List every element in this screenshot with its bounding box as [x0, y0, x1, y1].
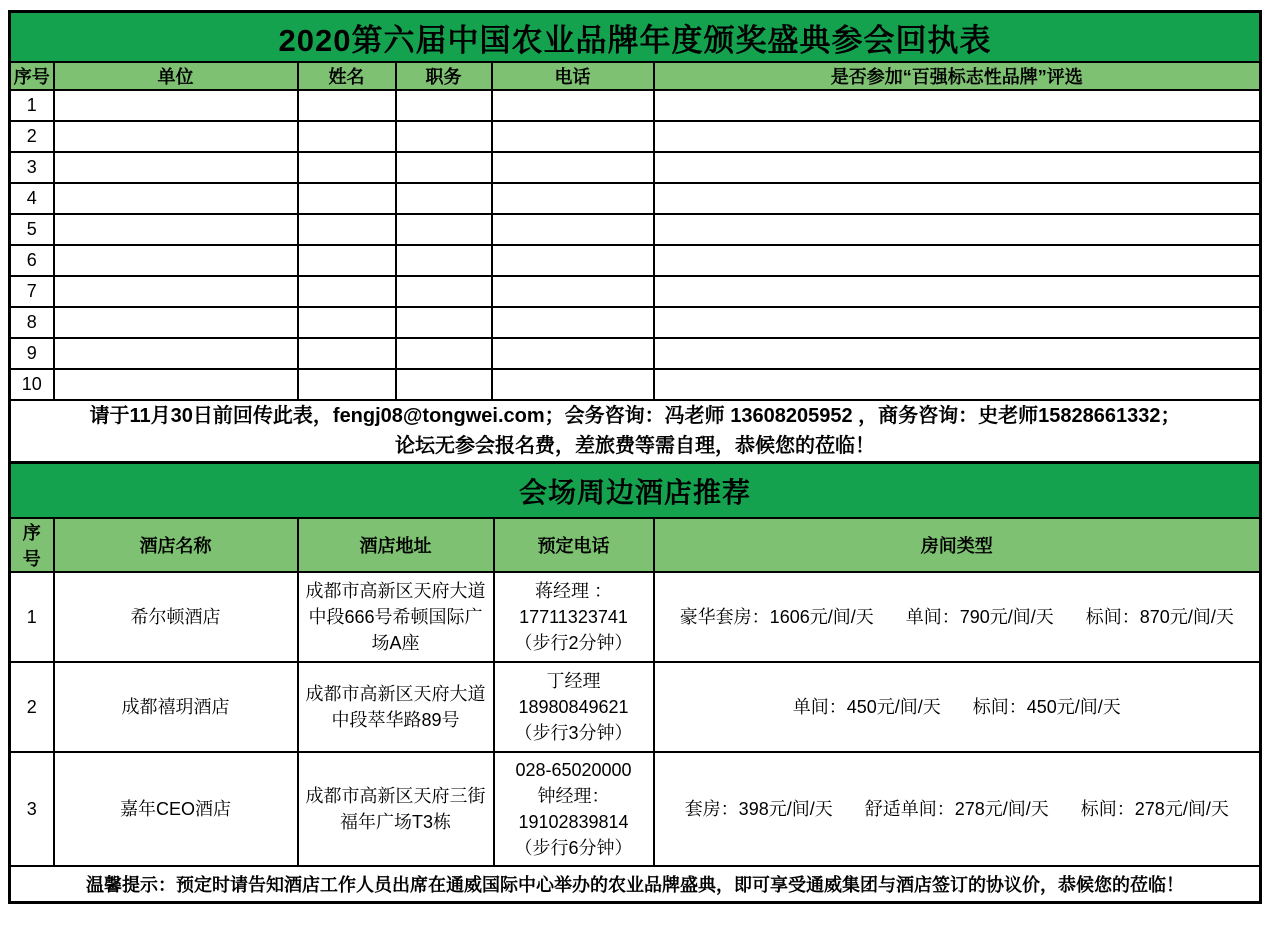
empty-cell-name[interactable] — [298, 121, 396, 152]
hotel-name: 嘉年CEO酒店 — [54, 752, 298, 866]
empty-cell-top100[interactable] — [654, 276, 1261, 307]
empty-cell-name[interactable] — [298, 245, 396, 276]
reg-header-name: 姓名 — [298, 62, 396, 90]
phone-walk-time: （步行3分钟） — [514, 723, 633, 743]
empty-cell-phone[interactable] — [492, 369, 654, 400]
form-title: 2020第六届中国农业品牌年度颁奖盛典参会回执表 — [10, 12, 1261, 63]
room-price: 标间：278元/间/天 — [1080, 799, 1229, 819]
row-number: 8 — [10, 307, 54, 338]
phone-contact: 丁经理 — [546, 671, 601, 691]
empty-cell-unit[interactable] — [54, 338, 298, 369]
row-number: 3 — [10, 152, 54, 183]
hotel-address: 成都市高新区天府三街福年广场T3栋 — [298, 752, 494, 866]
empty-cell-top100[interactable] — [654, 338, 1261, 369]
empty-cell-phone[interactable] — [492, 338, 654, 369]
empty-cell-position[interactable] — [396, 183, 492, 214]
empty-cell-top100[interactable] — [654, 214, 1261, 245]
room-price: 单间：790元/间/天 — [905, 607, 1054, 627]
phone-walk-time: （步行6分钟） — [514, 838, 633, 858]
hotel-address: 成都市高新区天府大道中段666号希顿国际广场A座 — [298, 572, 494, 662]
empty-cell-top100[interactable] — [654, 152, 1261, 183]
empty-cell-unit[interactable] — [54, 214, 298, 245]
empty-cell-unit[interactable] — [54, 183, 298, 214]
phone-walk-time: （步行2分钟） — [514, 633, 633, 653]
return-note-line2: 论坛无参会报名费，差旅费等需自理，恭候您的莅临！ — [395, 435, 875, 457]
hotel-index: 2 — [10, 662, 54, 752]
empty-cell-top100[interactable] — [654, 121, 1261, 152]
hotel-name: 希尔顿酒店 — [54, 572, 298, 662]
empty-cell-name[interactable] — [298, 369, 396, 400]
empty-cell-top100[interactable] — [654, 183, 1261, 214]
row-number: 10 — [10, 369, 54, 400]
empty-cell-phone[interactable] — [492, 90, 654, 121]
empty-cell-name[interactable] — [298, 214, 396, 245]
phone-contact: 蒋经理 ： — [534, 581, 612, 601]
empty-cell-phone[interactable] — [492, 152, 654, 183]
hotel-rooms — [654, 752, 1261, 866]
phone-number: 18980849621 — [518, 697, 629, 717]
empty-cell-top100[interactable] — [654, 245, 1261, 276]
empty-cell-position[interactable] — [396, 276, 492, 307]
hotel-row-1 — [10, 572, 1261, 662]
reg-header-top100: 是否参加“百强标志性品牌”评选 — [654, 62, 1261, 90]
worksheet — [8, 10, 1259, 904]
empty-cell-name[interactable] — [298, 307, 396, 338]
empty-cell-unit[interactable] — [54, 90, 298, 121]
hotel-header-address: 酒店地址 — [298, 518, 494, 572]
hotel-header-name: 酒店名称 — [54, 518, 298, 572]
phone-contact: 钟经理： — [537, 786, 610, 806]
row-number: 1 — [10, 90, 54, 121]
hotel-index: 3 — [10, 752, 54, 866]
hotel-rooms — [654, 662, 1261, 752]
empty-cell-position[interactable] — [396, 152, 492, 183]
empty-cell-phone[interactable] — [492, 307, 654, 338]
hotel-phone — [494, 572, 654, 662]
empty-cell-position[interactable] — [396, 338, 492, 369]
empty-cell-position[interactable] — [396, 214, 492, 245]
hotel-address: 成都市高新区天府大道中段萃华路89号 — [298, 662, 494, 752]
empty-cell-name[interactable] — [298, 183, 396, 214]
room-price: 单间：450元/间/天 — [792, 697, 941, 717]
empty-cell-phone[interactable] — [492, 245, 654, 276]
reg-header-unit: 单位 — [54, 62, 298, 90]
row-number: 2 — [10, 121, 54, 152]
reg-header-position: 职务 — [396, 62, 492, 90]
empty-cell-phone[interactable] — [492, 214, 654, 245]
reg-header-phone: 电话 — [492, 62, 654, 90]
hotel-name: 成都禧玥酒店 — [54, 662, 298, 752]
empty-cell-top100[interactable] — [654, 307, 1261, 338]
hotel-header-rooms: 房间类型 — [654, 518, 1261, 572]
hotel-phone — [494, 662, 654, 752]
row-number: 9 — [10, 338, 54, 369]
phone-number: 17711323741 — [519, 607, 628, 627]
room-price: 套房：398元/间/天 — [684, 799, 833, 819]
empty-cell-name[interactable] — [298, 152, 396, 183]
room-price: 标间：450元/间/天 — [972, 697, 1121, 717]
empty-cell-phone[interactable] — [492, 183, 654, 214]
empty-cell-position[interactable] — [396, 245, 492, 276]
row-number: 4 — [10, 183, 54, 214]
hotel-header-phone: 预定电话 — [494, 518, 654, 572]
row-number: 7 — [10, 276, 54, 307]
hotel-table — [8, 461, 1262, 904]
phone-number-main: 028-65020000 — [515, 760, 632, 780]
empty-cell-unit[interactable] — [54, 152, 298, 183]
registration-table — [8, 10, 1262, 464]
phone-number: 19102839814 — [518, 812, 629, 832]
row-number: 6 — [10, 245, 54, 276]
empty-cell-top100[interactable] — [654, 90, 1261, 121]
hotel-index: 1 — [10, 572, 54, 662]
hotel-row-2 — [10, 662, 1261, 752]
reg-header-index: 序号 — [10, 62, 54, 90]
empty-cell-name[interactable] — [298, 338, 396, 369]
empty-cell-name[interactable] — [298, 276, 396, 307]
empty-cell-position[interactable] — [396, 369, 492, 400]
room-price: 舒适单间：278元/间/天 — [864, 799, 1049, 819]
empty-cell-unit[interactable] — [54, 307, 298, 338]
room-price: 标间：870元/间/天 — [1085, 607, 1234, 627]
empty-cell-position[interactable] — [396, 121, 492, 152]
empty-cell-unit[interactable] — [54, 369, 298, 400]
reservation-tip: 温馨提示：预定时请告知酒店工作人员出席在通威国际中心举办的农业品牌盛典，即可享受通威集团与酒店签订的协议价，恭候您的莅临！ — [10, 866, 1261, 903]
empty-cell-unit[interactable] — [54, 276, 298, 307]
return-note — [10, 400, 1261, 463]
empty-cell-name[interactable] — [298, 90, 396, 121]
return-note-line1: 请于11月30日前回传此表，fengj08@tongwei.com；会务咨询：冯老师 13608205952 ，商务咨询：史老师15828661332； — [89, 405, 1181, 427]
hotel-row-3 — [10, 752, 1261, 866]
row-number: 5 — [10, 214, 54, 245]
empty-cell-phone[interactable] — [492, 276, 654, 307]
room-price: 豪华套房：1606元/间/天 — [679, 607, 874, 627]
empty-cell-unit[interactable] — [54, 245, 298, 276]
hotel-rooms — [654, 572, 1261, 662]
empty-cell-phone[interactable] — [492, 121, 654, 152]
hotel-header-index: 序号 — [10, 518, 54, 572]
hotel-section-title: 会场周边酒店推荐 — [10, 463, 1261, 519]
empty-cell-position[interactable] — [396, 307, 492, 338]
hotel-phone — [494, 752, 654, 866]
empty-cell-unit[interactable] — [54, 121, 298, 152]
empty-cell-top100[interactable] — [654, 369, 1261, 400]
empty-cell-position[interactable] — [396, 90, 492, 121]
